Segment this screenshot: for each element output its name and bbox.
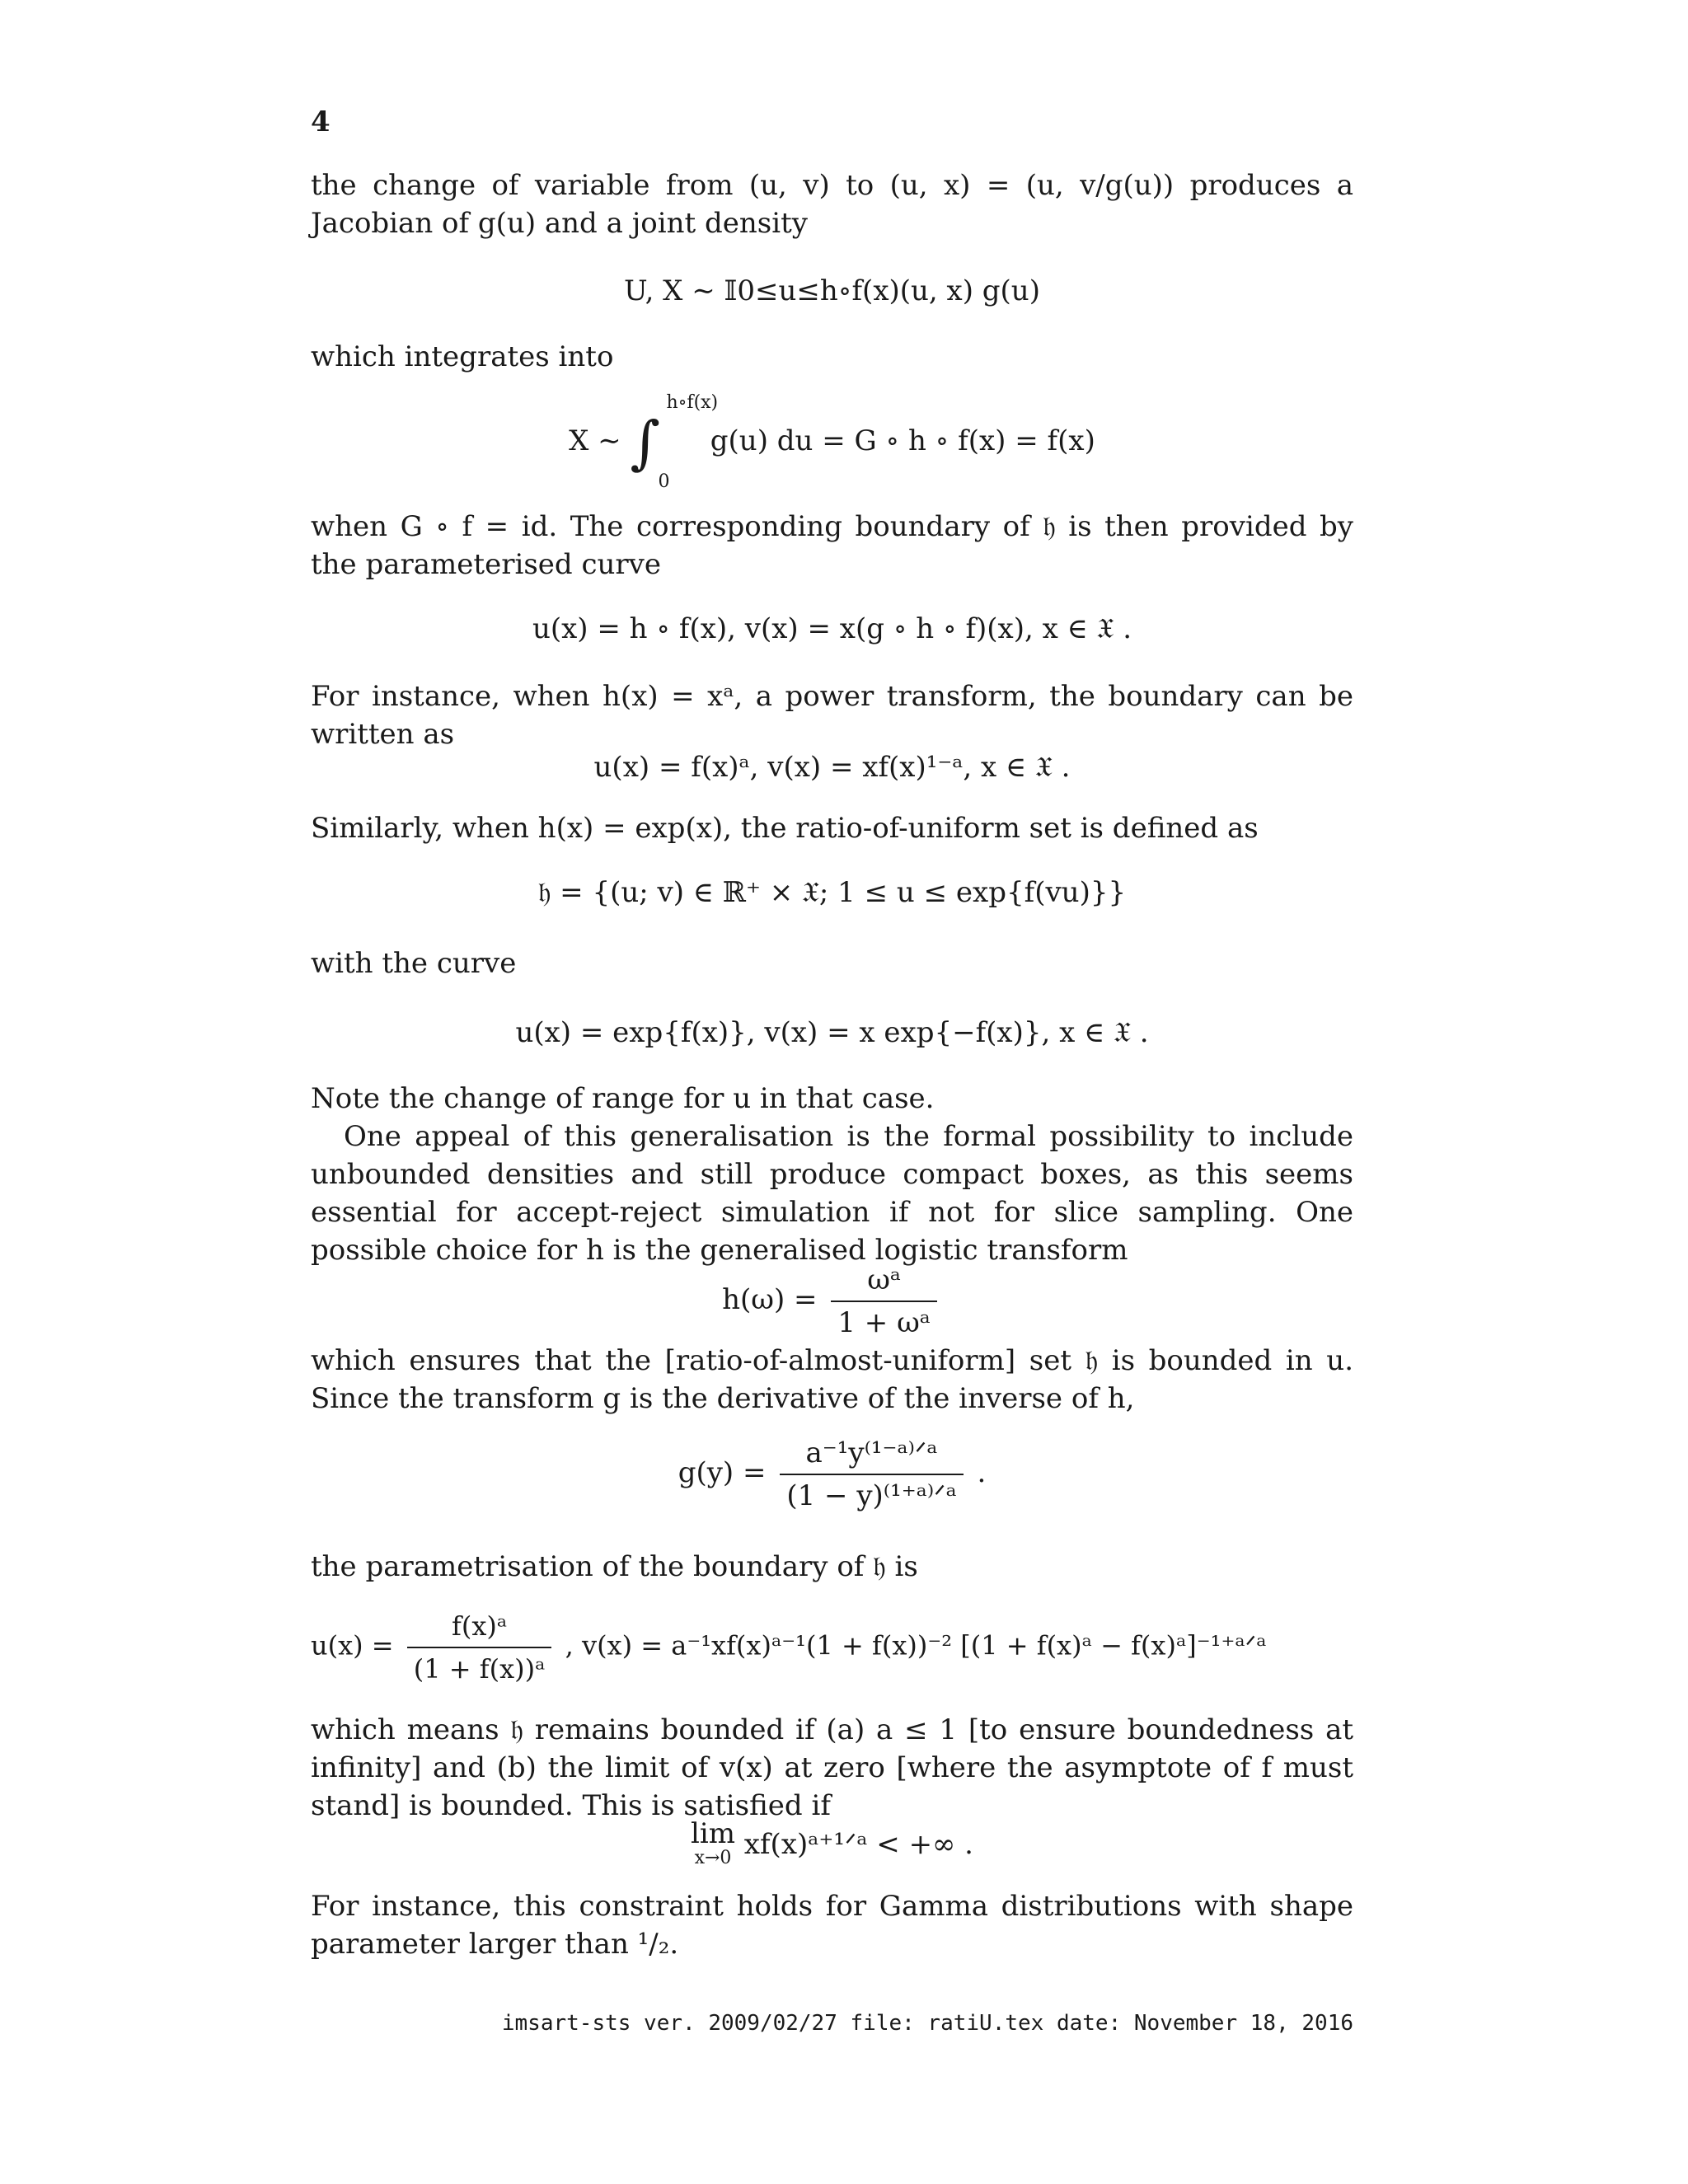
- paragraph-11: which means 𝔥 remains bounded if (a) a ≤ 1 [to ensure boundedness at infinity] and (b) the limit of v(x) at zero [where the asymptote of f must stand] is bounded. This is satisfied if: [311, 1713, 1353, 1822]
- equation-8: [311, 1434, 1353, 1515]
- equation-10: [311, 1817, 1353, 1871]
- equation-2-right: g(u) du = G ∘ h ∘ f(x) = f(x): [710, 424, 1095, 457]
- fraction-h: [831, 1261, 937, 1342]
- paragraph-12: For instance, this constraint holds for Gamma distributions with shape parameter larger than ¹/₂.: [311, 1890, 1353, 1961]
- fraction-u-numerator: f(x)ᵃ: [407, 1607, 552, 1648]
- paragraph-2: which integrates into: [311, 340, 614, 373]
- fraction-h-numerator: ωᵃ: [831, 1261, 937, 1302]
- equation-10-right: xf(x)ᵃ⁺¹ᐟᵃ < +∞ .: [743, 1828, 973, 1861]
- paragraph-5: Similarly, when h(x) = exp(x), the ratio-of-uniform set is defined as: [311, 812, 1259, 845]
- paragraph-7: Note the change of range for u in that case.: [311, 1082, 935, 1115]
- equation-8-end: .: [977, 1456, 987, 1489]
- paragraph-4: For instance, when h(x) = xᵃ, a power transform, the boundary can be written as: [311, 680, 1353, 751]
- equation-2-left: X ∼: [569, 424, 621, 457]
- fraction-h-denominator: 1 + ωᵃ: [837, 1306, 931, 1339]
- fraction-g: [780, 1434, 963, 1515]
- equation-8-left: g(y) =: [678, 1456, 767, 1489]
- equation-5: 𝔥 = {(u; v) ∈ ℝ⁺ × 𝔛; 1 ≤ u ≤ exp{f(vu)}}: [537, 876, 1127, 909]
- paragraph-1: the change of variable from (u, v) to (u, x) = (u, v/g(u)) produces a Jacobian of g(u) and a joint density: [311, 169, 1353, 240]
- fraction-u: [407, 1607, 552, 1688]
- footer: imsart-sts ver. 2009/02/27 file: ratiU.tex date: November 18, 2016: [501, 2011, 1353, 2036]
- equation-4: u(x) = f(x)ᵃ, v(x) = xf(x)¹⁻ᵃ, x ∈ 𝔛 .: [593, 751, 1071, 784]
- integral-upper-limit: h∘f(x): [666, 392, 719, 413]
- paragraph-9: which ensures that the [ratio-of-almost-uniform] set 𝔥 is bounded in u. Since the transform g is the derivative of the inverse of h,: [311, 1344, 1353, 1415]
- limit-operator: [690, 1817, 735, 1871]
- equation-9-right: , v(x) = a⁻¹xf(x)ᵃ⁻¹(1 + f(x))⁻² [(1 + f(x)ᵃ − f(x)ᵃ]⁻¹⁺ᵃᐟᵃ: [565, 1629, 1267, 1661]
- fraction-u-denominator: (1 + f(x))ᵃ: [413, 1653, 546, 1685]
- limit-subscript: x→0: [694, 1848, 732, 1868]
- equation-7: [311, 1261, 1353, 1342]
- page-number: 4: [311, 105, 331, 138]
- integral-lower-limit: 0: [658, 471, 670, 492]
- fraction-g-numerator: a⁻¹y⁽¹⁻ᵃ⁾ᐟᵃ: [780, 1434, 963, 1475]
- integral-sign: ∫ h∘f(x) 0: [630, 392, 719, 492]
- fraction-g-denominator: (1 − y)⁽¹⁺ᵃ⁾ᐟᵃ: [786, 1479, 957, 1512]
- paragraph-8: One appeal of this generalisation is the formal possibility to include unbounded densities and still produce compact boxes, as this seems essential for accept-reject simulation if not for slice sampling. One possible choice for h is the generalised logistic transform: [311, 1120, 1353, 1267]
- equation-9-left: u(x) =: [311, 1629, 394, 1661]
- equation-2: [311, 392, 1353, 492]
- paragraph-10: the parametrisation of the boundary of 𝔥 is: [311, 1550, 918, 1583]
- paragraph-6: with the curve: [311, 947, 517, 980]
- equation-7-left: h(ω) =: [722, 1283, 818, 1316]
- equation-9: [311, 1607, 1353, 1688]
- paragraph-3: when G ∘ f = id. The corresponding boundary of 𝔥 is then provided by the parameterised curve: [311, 510, 1353, 581]
- equation-3: u(x) = h ∘ f(x), v(x) = x(g ∘ h ∘ f)(x), x ∈ 𝔛 .: [532, 612, 1132, 645]
- limit-text: lim: [690, 1817, 735, 1850]
- equation-6: u(x) = exp{f(x)}, v(x) = x exp{−f(x)}, x ∈ 𝔛 .: [515, 1016, 1149, 1049]
- equation-1: U, X ∼ 𝕀0≤u≤h∘f(x)(u, x) g(u): [624, 274, 1040, 307]
